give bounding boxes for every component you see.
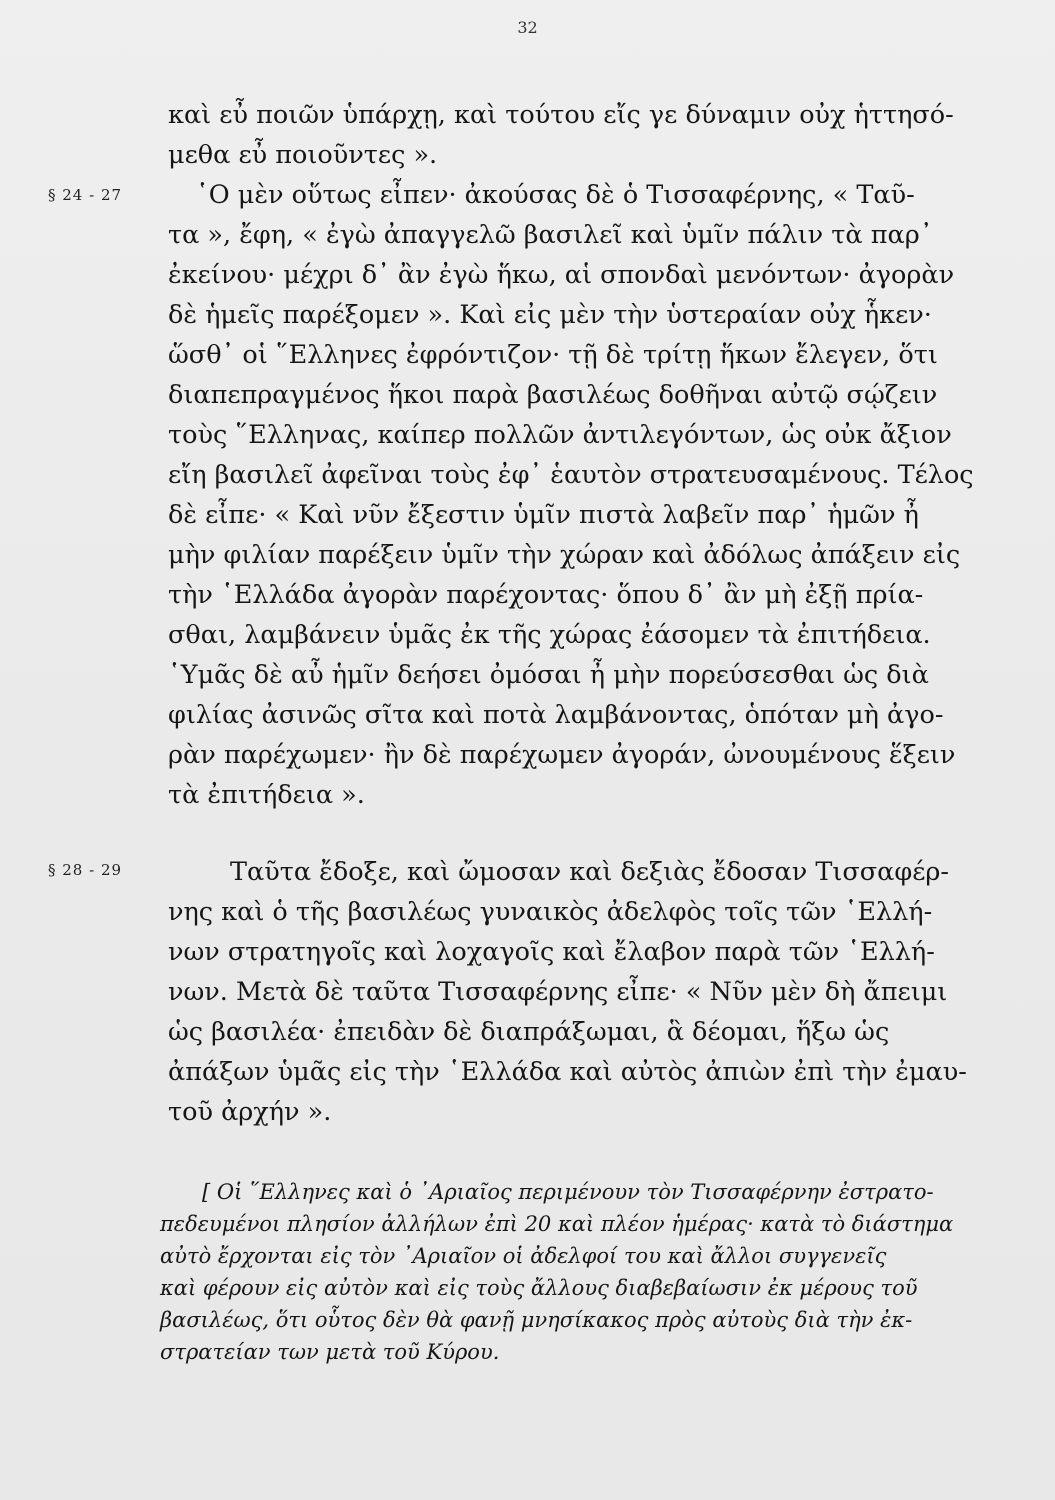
text-line: δὲ ἡμεῖς παρέξομεν ». Καὶ εἰς μὲν τὴν ὑστεραίαν οὐχ ἧκεν· xyxy=(168,300,932,330)
text-line: διαπεπραγμένος ἥκοι παρὰ βασιλέως δοθῆναι αὐτῷ σῴζειν xyxy=(168,380,938,410)
text-line: εἴη βασιλεῖ ἀφεῖναι τοὺς ἐφ᾽ ἑαυτὸν στρατευσαμένους. Τέλος xyxy=(168,460,974,490)
section-reference: § 28 - 29 xyxy=(48,861,123,879)
text-line: νων στρατηγοῖς καὶ λοχαγοῖς καὶ ἔλαβον παρὰ τῶν ῾Ελλή- xyxy=(168,937,935,967)
text-line: ὥσθ᾽ οἱ ῞Ελληνες ἐφρόντιζον· τῇ δὲ τρίτῃ ἥκων ἔλεγεν, ὅτι xyxy=(168,340,938,370)
text-line: φιλίας ἀσινῶς σῖτα καὶ ποτὰ λαμβάνοντας, ὁπόταν μὴ ἀγο- xyxy=(168,700,944,730)
text-line: σθαι, λαμβάνειν ὑμᾶς ἐκ τῆς χώρας ἐάσομεν τὰ ἐπιτήδεια. xyxy=(168,620,931,650)
paragraph-continuation xyxy=(168,95,1023,175)
text-line: τὰ ἐπιτήδεια ». xyxy=(168,780,365,810)
text-line: μὴν φιλίαν παρέξειν ὑμῖν τὴν χώραν καὶ ἀδόλως ἀπάξειν εἰς xyxy=(168,540,961,570)
text-line: δὲ εἶπε· « Καὶ νῦν ἔξεστιν ὑμῖν πιστὰ λαβεῖν παρ᾽ ἡμῶν ἦ xyxy=(168,500,919,530)
text-line: νης καὶ ὁ τῆς βασιλέως γυναικὸς ἀδελφὸς τοῖς τῶν ῾Ελλή- xyxy=(168,897,933,927)
text-line: ἀπάξων ὑμᾶς εἰς τὴν ῾Ελλάδα καὶ αὐτὸς ἀπιὼν ἐπὶ τὴν ἐμαυ- xyxy=(168,1057,967,1087)
note-line: στρατείαν των μετὰ τοῦ Κύρου. xyxy=(160,1340,500,1364)
text-line: τοῦ ἀρχήν ». xyxy=(168,1097,332,1127)
section-reference: § 24 - 27 xyxy=(48,186,123,204)
text-line: ῾Ο μὲν οὕτως εἶπεν· ἀκούσας δὲ ὁ Τισσαφέρνης, « Ταῦ- xyxy=(196,180,915,210)
text-line: ῾Υμᾶς δὲ αὖ ἡμῖν δεήσει ὀμόσαι ἦ μὴν πορεύσεσθαι ὡς διὰ xyxy=(168,660,929,690)
text-line: Ταῦτα ἔδοξε, καὶ ὤμοσαν καὶ δεξιὰς ἔδοσαν Τισσαφέρ- xyxy=(230,857,950,887)
note-line: καὶ φέρουν εἰς αὐτὸν καὶ εἰς τοὺς ἄλλους διαβεβαίωσιν ἐκ μέρους τοῦ xyxy=(160,1276,918,1300)
note-line: [ Οἱ ῞Ελληνες καὶ ὁ ᾿Αριαῖος περιμένουν τὸν Τισσαφέρνην ἐστρατο- xyxy=(202,1180,934,1204)
note-line: αὐτὸ ἔρχονται εἰς τὸν ᾿Αριαῖον οἱ ἀδελφοί του καὶ ἄλλοι συγγενεῖς xyxy=(160,1244,887,1268)
text-line: τα », ἔφη, « ἐγὼ ἀπαγγελῶ βασιλεῖ καὶ ὑμῖν πάλιν τὰ παρ᾽ xyxy=(168,220,933,250)
note-line: πεδευμένοι πλησίον ἀλλήλων ἐπὶ 20 καὶ πλέον ἡμέρας· κατὰ τὸ διάστημα xyxy=(160,1212,954,1236)
paragraph-section-28-29 xyxy=(168,852,1023,1132)
editorial-note xyxy=(160,1176,1022,1368)
text-line: τὴν ῾Ελλάδα ἀγορὰν παρέχοντας· ὅπου δ᾽ ἂν μὴ ἐξῇ πρία- xyxy=(168,580,924,610)
text-line: ρὰν παρέχωμεν· ἢν δὲ παρέχωμεν ἀγοράν, ὠνουμένους ἕξειν xyxy=(168,740,956,770)
text-line: καὶ εὖ ποιῶν ὑπάρχῃ, καὶ τούτου εἴς γε δύναμιν οὐχ ἡττησό- xyxy=(168,100,954,130)
text-line: νων. Μετὰ δὲ ταῦτα Τισσαφέρνης εἶπε· « Νῦν μὲν δὴ ἄπειμι xyxy=(168,977,948,1007)
text-line: μεθα εὖ ποιοῦντες ». xyxy=(168,140,438,170)
paragraph-section-24-27 xyxy=(168,175,1023,815)
text-line: ἐκείνου· μέχρι δ᾽ ἂν ἐγὼ ἥκω, αἱ σπονδαὶ μενόντων· ἀγορὰν xyxy=(168,260,955,290)
text-line: ὡς βασιλέα· ἐπειδὰν δὲ διαπράξωμαι, ἃ δέομαι, ἥξω ὡς xyxy=(168,1017,890,1047)
page-number: 32 xyxy=(517,18,538,37)
note-line: βασιλέως, ὅτι οὗτος δὲν θὰ φανῇ μνησίκακος πρὸς αὐτοὺς διὰ τὴν ἐκ- xyxy=(160,1308,913,1332)
text-line: τοὺς ῞Ελληνας, καίπερ πολλῶν ἀντιλεγόντων, ὡς οὐκ ἄξιον xyxy=(168,420,952,450)
